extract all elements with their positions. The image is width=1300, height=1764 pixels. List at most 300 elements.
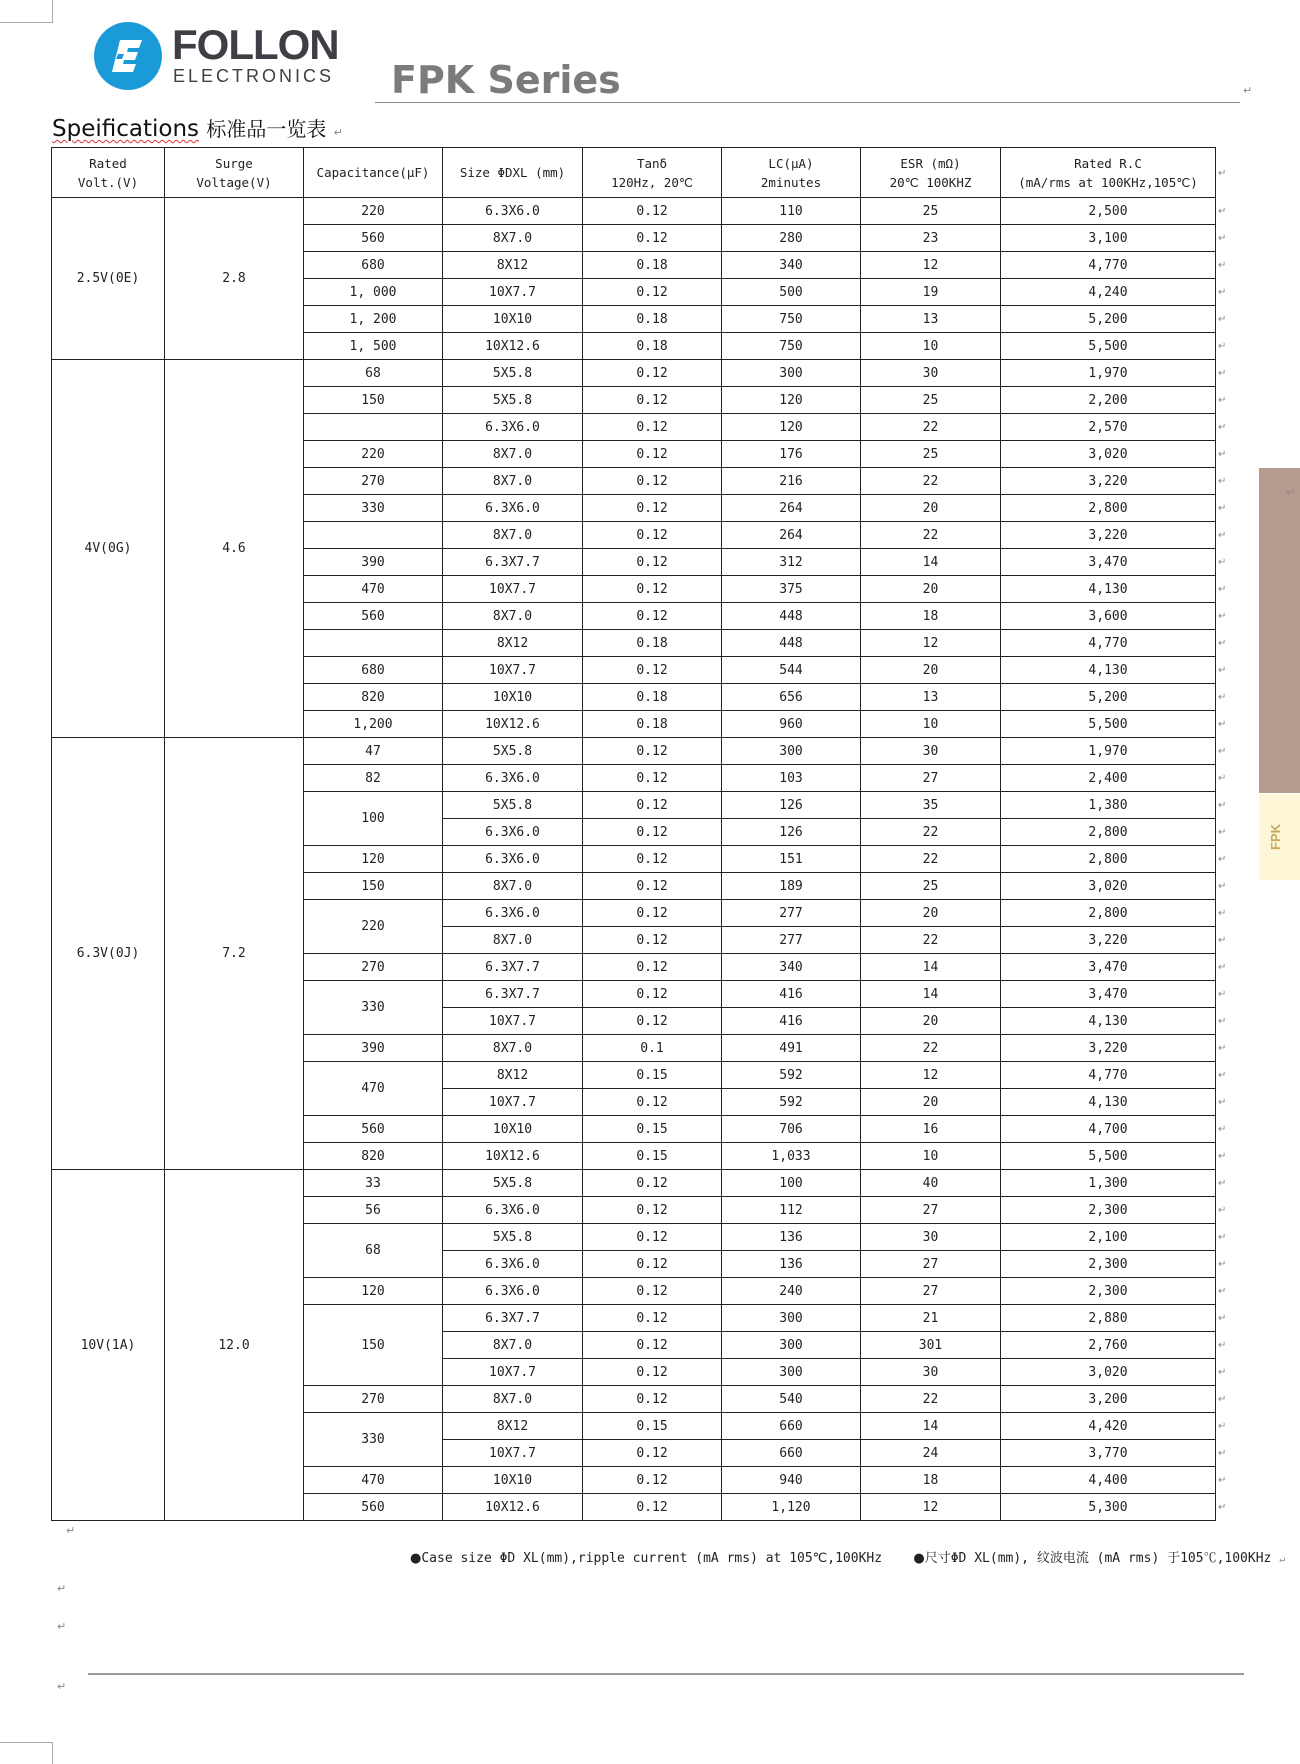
tan-cell: 0.12 [583,549,722,576]
column-header-line: Capacitance(μF) [316,165,430,180]
esr-cell: 30 [861,360,1001,387]
row-end-mark-icon: ↵ [1218,989,1227,1000]
rc-cell: 2,800 [1001,495,1216,522]
lc-cell: 1,033 [722,1143,861,1170]
esr-cell: 20 [861,1089,1001,1116]
rc-cell: 4,420 [1001,1413,1216,1440]
size-cell: 8X7.0 [443,1332,583,1359]
row-end-mark-icon: ↵ [1218,206,1227,217]
paragraph-mark-icon: ↵ [1286,486,1296,499]
lc-cell: 312 [722,549,861,576]
column-header [583,148,722,198]
rated-voltage-cell: 2.5V(0E) [52,198,165,360]
table-row [52,738,1216,765]
capacitance-cell: 150 [304,387,443,414]
rc-cell: 2,300 [1001,1278,1216,1305]
esr-cell: 20 [861,900,1001,927]
row-end-mark-icon: ↵ [1218,935,1227,946]
row-end-mark-icon: ↵ [1218,611,1227,622]
capacitance-cell: 270 [304,468,443,495]
esr-cell: 20 [861,576,1001,603]
lc-cell: 592 [722,1062,861,1089]
tan-cell: 0.12 [583,198,722,225]
column-header [443,148,583,198]
row-end-mark-icon: ↵ [1218,449,1227,460]
rc-cell: 4,130 [1001,576,1216,603]
lc-cell: 277 [722,927,861,954]
capacitance-cell: 270 [304,1386,443,1413]
size-cell: 10X12.6 [443,1143,583,1170]
rc-cell: 3,220 [1001,468,1216,495]
row-end-mark-icon: ↵ [1218,557,1227,568]
esr-cell: 25 [861,873,1001,900]
size-cell: 8X7.0 [443,468,583,495]
tan-cell: 0.12 [583,468,722,495]
surge-voltage-cell: 12.0 [165,1170,304,1521]
lc-cell: 136 [722,1251,861,1278]
lc-cell: 151 [722,846,861,873]
lc-cell: 300 [722,1359,861,1386]
column-header-line: 2minutes [760,174,822,190]
row-end-mark-icon: ↵ [1218,422,1227,433]
rc-cell: 3,020 [1001,441,1216,468]
row-end-mark-icon: ↵ [1218,167,1227,179]
tan-cell: 0.12 [583,414,722,441]
rc-cell: 4,240 [1001,279,1216,306]
capacitance-cell: 120 [304,1278,443,1305]
lc-cell: 660 [722,1440,861,1467]
lc-cell: 500 [722,279,861,306]
esr-cell: 16 [861,1116,1001,1143]
capacitance-cell: 82 [304,765,443,792]
rc-cell: 3,770 [1001,1440,1216,1467]
row-end-mark-icon: ↵ [1218,1313,1227,1324]
esr-cell: 10 [861,711,1001,738]
esr-cell: 21 [861,1305,1001,1332]
size-cell: 8X7.0 [443,441,583,468]
tan-cell: 0.12 [583,1008,722,1035]
tan-cell: 0.12 [583,1467,722,1494]
row-end-mark-icon: ↵ [1218,1097,1227,1108]
lc-cell: 136 [722,1224,861,1251]
column-header-line: Voltage(V) [196,174,272,190]
rc-cell: 4,770 [1001,630,1216,657]
capacitance-cell: 820 [304,1143,443,1170]
rc-cell: 5,200 [1001,684,1216,711]
tan-cell: 0.12 [583,1278,722,1305]
rc-cell: 2,500 [1001,198,1216,225]
lc-cell: 448 [722,630,861,657]
rc-cell: 5,500 [1001,711,1216,738]
size-cell: 10X7.7 [443,1089,583,1116]
row-end-mark-icon: ↵ [1218,1205,1227,1216]
rc-cell: 5,200 [1001,306,1216,333]
column-header-line: 20℃ 100KHZ [889,174,972,190]
esr-cell: 20 [861,1008,1001,1035]
tan-cell: 0.12 [583,927,722,954]
esr-cell: 18 [861,1467,1001,1494]
size-cell: 6.3X7.7 [443,549,583,576]
row-end-mark-icon: ↵ [1218,719,1227,730]
surge-voltage-cell: 7.2 [165,738,304,1170]
size-cell: 10X10 [443,1116,583,1143]
esr-cell: 22 [861,1386,1001,1413]
esr-cell: 14 [861,549,1001,576]
follon-logo-icon [94,22,162,90]
esr-cell: 10 [861,1143,1001,1170]
rc-cell: 3,600 [1001,603,1216,630]
esr-cell: 22 [861,927,1001,954]
row-end-mark-icon: ↵ [1218,287,1227,298]
rc-cell: 2,800 [1001,846,1216,873]
esr-cell: 13 [861,684,1001,711]
rc-cell: 3,470 [1001,981,1216,1008]
size-cell: 10X7.7 [443,1359,583,1386]
size-cell: 6.3X6.0 [443,1251,583,1278]
row-end-mark-icon: ↵ [1218,1043,1227,1054]
capacitance-cell: 100 [304,792,443,846]
column-header-line: ESR (mΩ) [900,155,961,171]
column-header-line: Rated [89,155,127,171]
size-cell: 10X10 [443,1467,583,1494]
esr-cell: 12 [861,1494,1001,1521]
table-body [52,198,1216,1521]
tan-cell: 0.18 [583,252,722,279]
rc-cell: 2,300 [1001,1251,1216,1278]
rated-voltage-cell: 6.3V(0J) [52,738,165,1170]
footnote-bullet: ● [410,1551,422,1566]
capacitance-cell: 68 [304,360,443,387]
rc-cell: 3,220 [1001,522,1216,549]
rc-cell: 2,880 [1001,1305,1216,1332]
size-cell: 5X5.8 [443,387,583,414]
row-end-mark-icon: ↵ [1218,1259,1227,1270]
spec-title [52,115,343,147]
rc-cell: 4,130 [1001,1008,1216,1035]
tan-cell: 0.12 [583,873,722,900]
row-end-mark-icon: ↵ [1218,1421,1227,1432]
tan-cell: 0.12 [583,441,722,468]
paragraph-mark-icon: ↵ [1279,1554,1286,1565]
rc-cell: 3,020 [1001,873,1216,900]
lc-cell: 240 [722,1278,861,1305]
size-cell: 10X7.7 [443,576,583,603]
tan-cell: 0.12 [583,576,722,603]
brand-subtitle: ELECTRONICS [173,66,335,86]
size-cell: 10X7.7 [443,1008,583,1035]
capacitance-cell: 220 [304,441,443,468]
row-end-mark-icon: ↵ [1218,881,1227,892]
rc-cell: 3,220 [1001,927,1216,954]
surge-voltage-cell: 4.6 [165,360,304,738]
row-end-mark-icon: ↵ [1218,962,1227,973]
rc-cell: 1,380 [1001,792,1216,819]
size-cell: 10X7.7 [443,657,583,684]
lc-cell: 706 [722,1116,861,1143]
lc-cell: 100 [722,1170,861,1197]
row-end-mark-icon: ↵ [1218,854,1227,865]
lc-cell: 300 [722,360,861,387]
esr-cell: 25 [861,198,1001,225]
rc-cell: 2,200 [1001,387,1216,414]
esr-cell: 19 [861,279,1001,306]
tan-cell: 0.12 [583,900,722,927]
size-cell: 6.3X6.0 [443,495,583,522]
rated-voltage-cell: 4V(0G) [52,360,165,738]
rc-cell: 2,800 [1001,900,1216,927]
row-end-mark-icon: ↵ [1218,503,1227,514]
size-cell: 10X7.7 [443,279,583,306]
size-cell: 10X10 [443,306,583,333]
column-header [52,148,165,198]
paragraph-mark-icon: ↵ [66,1524,76,1537]
column-header-line: (mA/rms at 100KHz,105℃) [1018,174,1198,190]
esr-cell: 22 [861,522,1001,549]
rc-cell: 2,570 [1001,414,1216,441]
tan-cell: 0.12 [583,603,722,630]
tan-cell: 0.12 [583,765,722,792]
lc-cell: 264 [722,495,861,522]
esr-cell: 14 [861,981,1001,1008]
tan-cell: 0.15 [583,1116,722,1143]
row-end-mark-icon: ↵ [1218,1340,1227,1351]
column-header [1001,148,1216,198]
esr-cell: 27 [861,1197,1001,1224]
capacitance-cell: 560 [304,1116,443,1143]
lc-cell: 120 [722,387,861,414]
lc-cell: 189 [722,873,861,900]
esr-cell: 35 [861,792,1001,819]
rc-cell: 3,220 [1001,1035,1216,1062]
tan-cell: 0.12 [583,1251,722,1278]
capacitance-cell: 680 [304,252,443,279]
page-corner-mark-top [0,0,53,23]
lc-cell: 300 [722,1305,861,1332]
lc-cell: 126 [722,792,861,819]
rc-cell: 3,100 [1001,225,1216,252]
paragraph-mark-icon: ↵ [333,126,343,139]
tan-cell: 0.12 [583,387,722,414]
lc-cell: 176 [722,441,861,468]
esr-cell: 13 [861,306,1001,333]
lc-cell: 1,120 [722,1494,861,1521]
row-end-mark-icon: ↵ [1218,1178,1227,1189]
capacitance-cell [304,414,443,441]
column-header-line: Volt.(V) [77,174,139,190]
row-end-mark-icon: ↵ [1218,314,1227,325]
column-header-line: Surge [215,155,253,171]
tan-cell: 0.12 [583,225,722,252]
tan-cell: 0.15 [583,1143,722,1170]
footnote [410,1547,1285,1566]
tan-cell: 0.12 [583,1359,722,1386]
row-end-mark-icon: ↵ [1218,395,1227,406]
row-end-mark-icon: ↵ [1218,746,1227,757]
tan-cell: 0.12 [583,1089,722,1116]
table-row [52,198,1216,225]
esr-cell: 24 [861,1440,1001,1467]
capacitance-cell: 150 [304,873,443,900]
rc-cell: 4,770 [1001,252,1216,279]
logo-e-glyph-icon [94,22,162,90]
size-cell: 8X12 [443,252,583,279]
size-cell: 5X5.8 [443,792,583,819]
footnote-en: Case size ΦD XL(mm),ripple current (mA rms) at 105℃,100KHz [421,1551,883,1566]
rc-cell: 5,300 [1001,1494,1216,1521]
rc-cell: 2,300 [1001,1197,1216,1224]
lc-cell: 280 [722,225,861,252]
row-end-mark-icon: ↵ [1218,260,1227,271]
tan-cell: 0.12 [583,1197,722,1224]
header-divider [375,102,1240,103]
side-tab-brown [1259,468,1300,793]
row-end-mark-icon: ↵ [1218,584,1227,595]
capacitance-cell: 560 [304,603,443,630]
size-cell: 8X7.0 [443,927,583,954]
column-header [722,148,861,198]
tan-cell: 0.15 [583,1062,722,1089]
lc-cell: 940 [722,1467,861,1494]
capacitance-cell: 680 [304,657,443,684]
row-end-mark-icon: ↵ [1218,800,1227,811]
table-header-row [52,148,1216,198]
lc-cell: 300 [722,738,861,765]
capacitance-cell: 470 [304,1062,443,1116]
lc-cell: 750 [722,306,861,333]
esr-cell: 22 [861,819,1001,846]
lc-cell: 448 [722,603,861,630]
paragraph-mark-icon: ↵ [1243,84,1253,97]
esr-cell: 30 [861,738,1001,765]
row-end-mark-icon: ↵ [1218,1367,1227,1378]
capacitance-cell: 56 [304,1197,443,1224]
capacitance-cell: 47 [304,738,443,765]
lc-cell: 544 [722,657,861,684]
rc-cell: 3,470 [1001,954,1216,981]
row-end-mark-icon: ↵ [1218,1394,1227,1405]
spec-title-en: Speifications [52,116,200,142]
esr-cell: 27 [861,1251,1001,1278]
row-end-mark-icon: ↵ [1218,530,1227,541]
tan-cell: 0.18 [583,711,722,738]
capacitance-cell: 270 [304,954,443,981]
tan-cell: 0.12 [583,279,722,306]
row-end-mark-icon: ↵ [1218,1286,1227,1297]
lc-cell: 110 [722,198,861,225]
row-end-mark-icon: ↵ [1218,1151,1227,1162]
tan-cell: 0.12 [583,819,722,846]
row-end-mark-icon: ↵ [1218,476,1227,487]
size-cell: 10X7.7 [443,1440,583,1467]
size-cell: 6.3X7.7 [443,981,583,1008]
size-cell: 8X7.0 [443,1035,583,1062]
size-cell: 5X5.8 [443,360,583,387]
tan-cell: 0.12 [583,1305,722,1332]
size-cell: 6.3X6.0 [443,819,583,846]
rc-cell: 3,200 [1001,1386,1216,1413]
tan-cell: 0.12 [583,1170,722,1197]
row-end-mark-icon: ↵ [1218,665,1227,676]
capacitance-cell: 1,200 [304,711,443,738]
esr-cell: 20 [861,657,1001,684]
rc-cell: 2,400 [1001,765,1216,792]
capacitance-cell: 390 [304,549,443,576]
row-end-mark-icon: ↵ [1218,827,1227,838]
footer-divider [88,1673,1244,1675]
capacitance-cell: 150 [304,1305,443,1386]
esr-cell: 25 [861,387,1001,414]
rc-cell: 3,470 [1001,549,1216,576]
rc-cell: 5,500 [1001,1143,1216,1170]
rc-cell: 3,020 [1001,1359,1216,1386]
series-title: FPK Series [391,58,621,102]
capacitance-cell [304,522,443,549]
capacitance-cell: 1, 000 [304,279,443,306]
row-end-mark-icon: ↵ [1218,908,1227,919]
lc-cell: 960 [722,711,861,738]
capacitance-cell: 470 [304,1467,443,1494]
esr-cell: 27 [861,1278,1001,1305]
tan-cell: 0.12 [583,360,722,387]
lc-cell: 340 [722,954,861,981]
lc-cell: 126 [722,819,861,846]
capacitance-cell: 1, 500 [304,333,443,360]
lc-cell: 277 [722,900,861,927]
size-cell: 6.3X6.0 [443,900,583,927]
size-cell: 8X7.0 [443,522,583,549]
table-row [52,1170,1216,1197]
column-header [861,148,1001,198]
paragraph-mark-icon: ↵ [57,1680,67,1693]
footnote-cn: 尺寸ΦD XL(mm), 纹波电流 (mA rms) 于105℃,100KHz [924,1551,1272,1566]
capacitance-cell: 330 [304,1413,443,1467]
esr-cell: 12 [861,1062,1001,1089]
size-cell: 10X12.6 [443,1494,583,1521]
esr-cell: 301 [861,1332,1001,1359]
lc-cell: 375 [722,576,861,603]
spec-title-cn: 标准品一览表 [206,117,327,141]
column-header-line: Rated R.C [1074,155,1142,171]
lc-cell: 103 [722,765,861,792]
esr-cell: 14 [861,954,1001,981]
tan-cell: 0.18 [583,684,722,711]
rc-cell: 5,500 [1001,333,1216,360]
row-end-mark-icon: ↵ [1218,1502,1227,1513]
row-end-mark-icon: ↵ [1218,1070,1227,1081]
capacitance-cell: 330 [304,495,443,522]
esr-cell: 14 [861,1413,1001,1440]
esr-cell: 30 [861,1224,1001,1251]
capacitance-cell: 470 [304,576,443,603]
capacitance-cell: 220 [304,900,443,954]
column-header-line: Size ΦDXL (mm) [459,165,566,180]
tan-cell: 0.12 [583,846,722,873]
esr-cell: 25 [861,441,1001,468]
rc-cell: 1,970 [1001,738,1216,765]
size-cell: 6.3X6.0 [443,198,583,225]
tan-cell: 0.18 [583,333,722,360]
capacitance-cell: 220 [304,198,443,225]
row-end-mark-icon: ↵ [1218,1475,1227,1486]
lc-cell: 120 [722,414,861,441]
brand-name: FOLLON [172,21,339,68]
size-cell: 10X10 [443,684,583,711]
rc-cell: 4,400 [1001,1467,1216,1494]
tan-cell: 0.12 [583,981,722,1008]
esr-cell: 40 [861,1170,1001,1197]
size-cell: 6.3X6.0 [443,414,583,441]
size-cell: 8X7.0 [443,1386,583,1413]
